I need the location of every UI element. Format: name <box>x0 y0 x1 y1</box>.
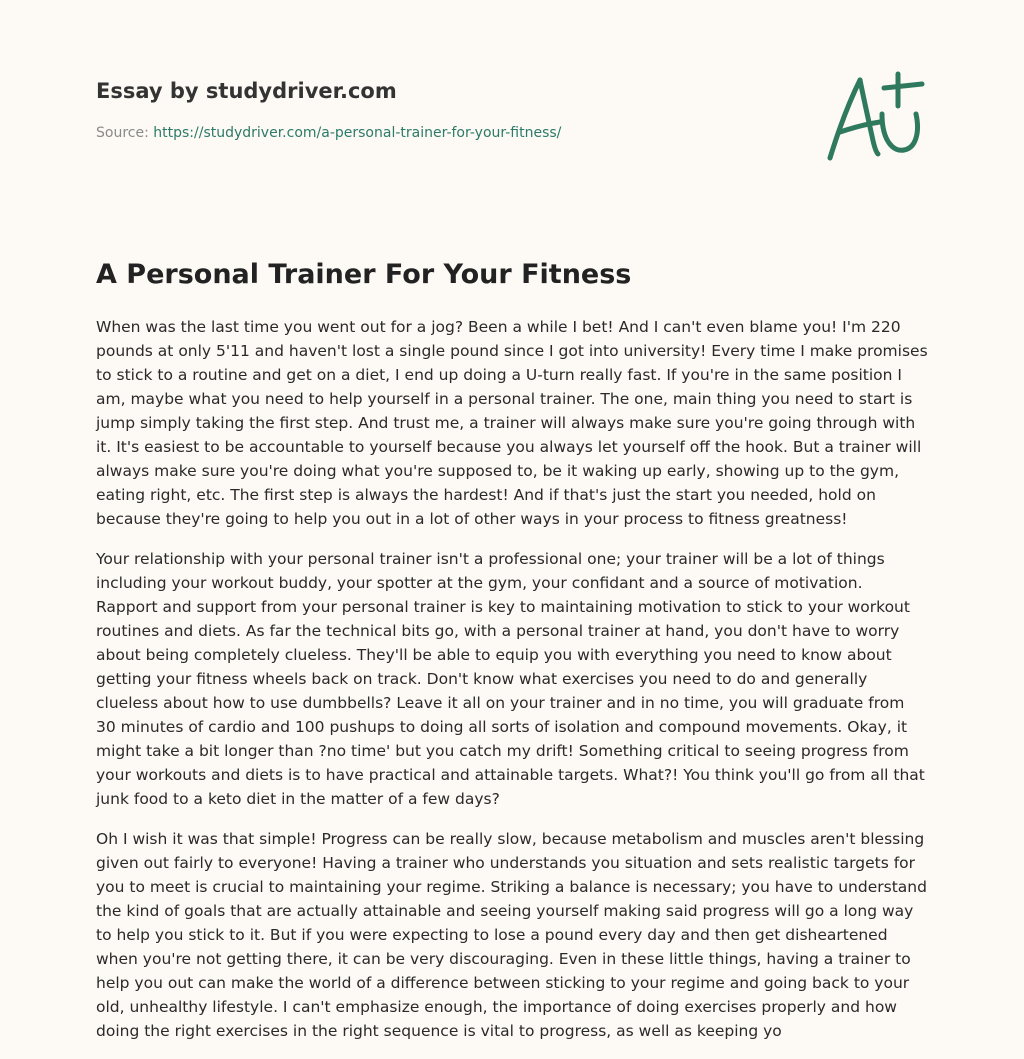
page-header <box>96 77 796 143</box>
source-line <box>96 123 796 143</box>
source-link[interactable]: https://studydriver.com/a-personal-trainer-for-your-fitness/ <box>153 125 562 141</box>
site-title: Essay by studydriver.com <box>96 79 397 103</box>
source-label: Source: <box>96 125 149 141</box>
essay-paragraph: When was the last time you went out for a jog? Been a while I bet! And I can't even blame you! I'm 220 pounds at only 5'11 and haven't lost a single pound since I got into university! Every time I make promises to stick to a routine and get on a diet, I end up doing a U-turn really fast. If you're in the same position I am, maybe what you need to help yourself in a personal trainer. The one, main thing you need to start is jump simply taking the first step. And trust me, a trainer will always make sure you're going through with it. It's easiest to be accountable to yourself because you always let yourself off the hook. But a trainer will always make sure you're doing what you're supposed to, be it waking up early, showing up to the gym, eating right, etc. The first step is always the hardest! And if that's just the start you needed, hold on because they're going to help you out in a lot of other ways in your process to fitness greatness! <box>96 318 928 528</box>
essay-title: A Personal Trainer For Your Fitness <box>96 259 632 290</box>
essay-paragraph: Oh I wish it was that simple! Progress can be really slow, because metabolism and muscles aren't blessing given out fairly to everyone! Having a trainer who understands you situation and sets realistic targets for you to meet is crucial to maintaining your regime. Striking a balance is necessary; you have to understand the kind of goals that are actually attainable and seeing yourself making said progress will go a long way to help you stick to it. But if you were expecting to lose a pound every day and then get disheartened when you're not getting there, it can be very discouraging. Even in these little things, having a trainer to help you out can make the world of a difference between sticking to your regime and going back to your old, unhealthy lifestyle. I can't emphasize enough, the importance of doing exercises properly and how doing the right exercises in the right sequence is vital to progress, as well as keeping yo <box>96 830 927 1040</box>
essay-paragraph: Your relationship with your personal trainer isn't a professional one; your trainer will be a lot of things including your workout buddy, your spotter at the gym, your confidant and a source of motivation. Rapport and support from your personal trainer is key to maintaining motivation to stick to your workout routines and diets. As far the technical bits go, with a personal trainer at hand, you don't have to worry about being completely clueless. They'll be able to equip you with everything you need to know about getting your fitness wheels back on track. Don't know what exercises you need to do and generally clueless about how to use dumbbells? Leave it all on your trainer and in no time, you will graduate from 30 minutes of cardio and 100 pushups to doing all sorts of isolation and compound movements. Okay, it might take a bit longer than ?no time' but you catch my drift! Something critical to seeing progress from your workouts and diets is to have practical and attainable targets. What?! You think you'll go from all that junk food to a keto diet in the matter of a few days? <box>96 550 925 808</box>
essay-content <box>96 256 928 1059</box>
a-plus-logo-icon <box>822 66 930 166</box>
